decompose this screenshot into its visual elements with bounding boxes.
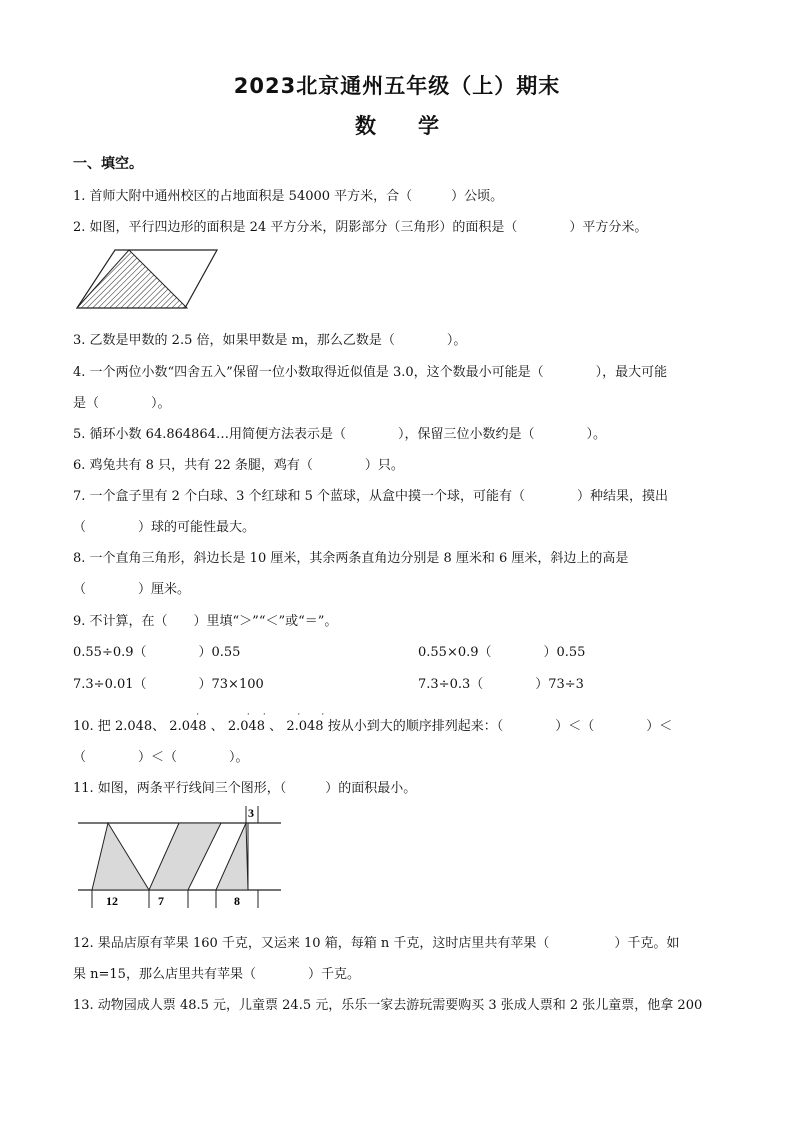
question-4-line1: 4. 一个两位小数“四舍五入”保留一位小数取得近似值是 3.0，这个数最小可能是（ ），最大可能 <box>73 365 668 380</box>
q9-item-4: 7.3÷0.3（ ）73÷3 <box>418 677 584 692</box>
question-10-line2: （ ）＜（ ）。 <box>73 750 249 765</box>
parallelogram-figure <box>73 248 223 312</box>
shaded-triangle <box>77 250 187 308</box>
label-3: 3 <box>248 806 254 820</box>
question-8-line1: 8. 一个直角三角形，斜边长是 10 厘米，其余两条直角边分别是 8 厘米和 6 厘米，斜边上的高是 <box>73 551 629 566</box>
triangle-shape <box>92 823 149 890</box>
repeat-dot: · <box>262 710 266 720</box>
repeating-decimal-3: 2.048 · · <box>286 710 325 734</box>
question-1: 1. 首师大附中通州校区的占地面积是 54000 平方米，合（ ）公顷。 <box>73 189 504 204</box>
subject-title: 数 学 <box>355 114 439 138</box>
question-5: 5. 循环小数 64.864864…用简便方法表示是（ ），保留三位小数约是（ ）。 <box>73 427 606 442</box>
question-10-line1 <box>73 710 673 734</box>
q10-suffix: 按从小到大的顺序排列起来：（ ）＜（ ）＜ <box>327 719 673 734</box>
q10-sep-1: 、 <box>210 719 224 734</box>
repeating-decimal-2: 2.048 · · <box>227 710 266 734</box>
repeat-dot: · <box>321 710 325 720</box>
question-9: 9. 不计算，在（ ）里填“＞”“＜”或“＝”。 <box>73 614 338 629</box>
parallelogram-shape <box>149 823 221 890</box>
question-3: 3. 乙数是甲数的 2.5 倍，如果甲数是 m，那么乙数是（ ）。 <box>73 333 467 348</box>
question-7-line2: （ ）球的可能性最大。 <box>73 520 256 535</box>
q9-item-3: 7.3÷0.01（ ）73×100 <box>73 677 264 692</box>
question-2: 2. 如图，平行四边形的面积是 24 平方分米，阴影部分（三角形）的面积是（ ）平方分米。 <box>73 220 648 235</box>
label-7: 7 <box>158 894 164 908</box>
q9-item-2: 0.55×0.9（ ）0.55 <box>418 645 586 660</box>
repeating-decimal-1: 2.048 · <box>169 710 207 734</box>
parallel-lines-figure <box>76 802 286 912</box>
question-12-line2: 果 n=15，那么店里共有苹果（ ）千克。 <box>73 967 360 982</box>
question-7-line1: 7. 一个盒子里有 2 个白球、3 个红球和 5 个蓝球，从盒中摸一个球，可能有（ ）种结果，摸出 <box>73 489 669 504</box>
question-13: 13. 动物园成人票 48.5 元，儿童票 24.5 元，乐乐一家去游玩需要购买 3 张成人票和 2 张儿童票，他拿 200 <box>73 998 703 1013</box>
label-8: 8 <box>234 894 240 908</box>
repeat-dot: · <box>246 710 250 720</box>
page-title: 2023北京通州五年级（上）期末 <box>233 74 561 98</box>
question-8-line2: （ ）厘米。 <box>73 582 191 597</box>
section-heading: 一、填空。 <box>73 156 143 172</box>
question-11: 11. 如图，两条平行线间三个图形，（ ）的面积最小。 <box>73 781 417 796</box>
q10-sep-2: 、 <box>269 719 283 734</box>
question-6: 6. 鸡兔共有 8 只，共有 22 条腿，鸡有（ ）只。 <box>73 458 404 473</box>
narrow-triangle-shape <box>216 823 248 890</box>
question-4-line2: 是（ ）。 <box>73 396 171 411</box>
question-12-line1: 12. 果品店原有苹果 160 千克，又运来 10 箱，每箱 n 千克，这时店里共有苹果（ ）千克。如 <box>73 936 680 951</box>
repeat-dot: · <box>196 710 200 720</box>
q9-item-1: 0.55÷0.9（ ）0.55 <box>73 645 241 660</box>
repeat-dot: · <box>297 710 301 720</box>
label-12: 12 <box>106 894 118 908</box>
q10-prefix: 10. 把 2.048、 <box>73 719 166 734</box>
